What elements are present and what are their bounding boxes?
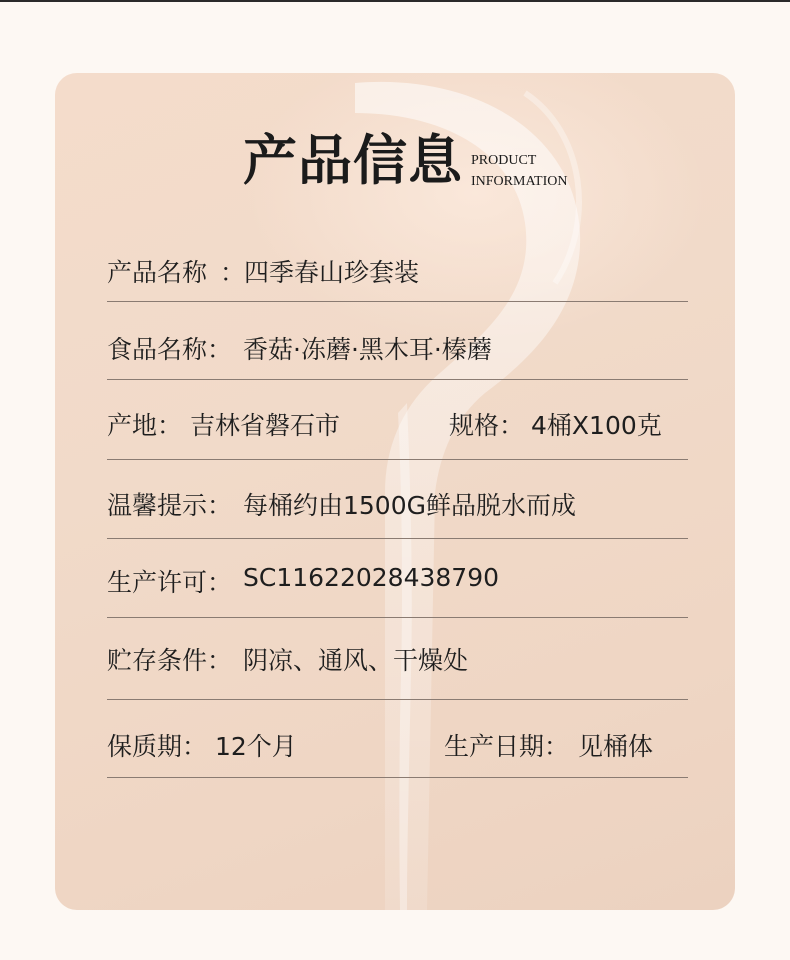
value-production-date: 见桶体 [578,732,654,761]
value-food-name: 香菇·冻蘑·黑木耳·榛蘑 [243,335,492,364]
value-tip: 每桶约由1500G鲜品脱水而成 [243,491,576,520]
divider [107,459,688,460]
value-storage: 阴凉、通风、干燥处 [243,646,469,675]
label-origin: 产地： [107,411,183,440]
title-english-line2: INFORMATION [471,174,568,189]
label-spec: 规格： [449,411,525,440]
label-tip: 温馨提示： [107,491,233,520]
divider [107,617,688,618]
product-info-card [55,73,735,910]
label-production-date: 生产日期： [444,732,570,761]
label-shelf-life: 保质期： [107,732,208,761]
value-spec: 4桶X100克 [531,411,662,440]
separator-colon: ： [220,258,246,287]
title-english-line1: PRODUCT [471,153,537,168]
label-food-name: 食品名称： [107,335,233,364]
label-product-name: 产品名称 [107,258,208,287]
divider [107,699,688,700]
title-english [471,150,567,192]
divider [107,777,688,778]
divider [107,538,688,539]
value-shelf-life: 12个月 [215,732,297,761]
label-license: 生产许可： [107,568,233,597]
value-product-name: 四季春山珍套装 [244,258,420,287]
divider [107,379,688,380]
top-border-line [0,0,790,2]
label-storage: 贮存条件： [107,646,233,675]
title-chinese: 产品信息 [243,128,463,192]
value-origin: 吉林省磐石市 [190,411,341,440]
divider [107,301,688,302]
value-license: SC11622028438790 [243,563,500,592]
